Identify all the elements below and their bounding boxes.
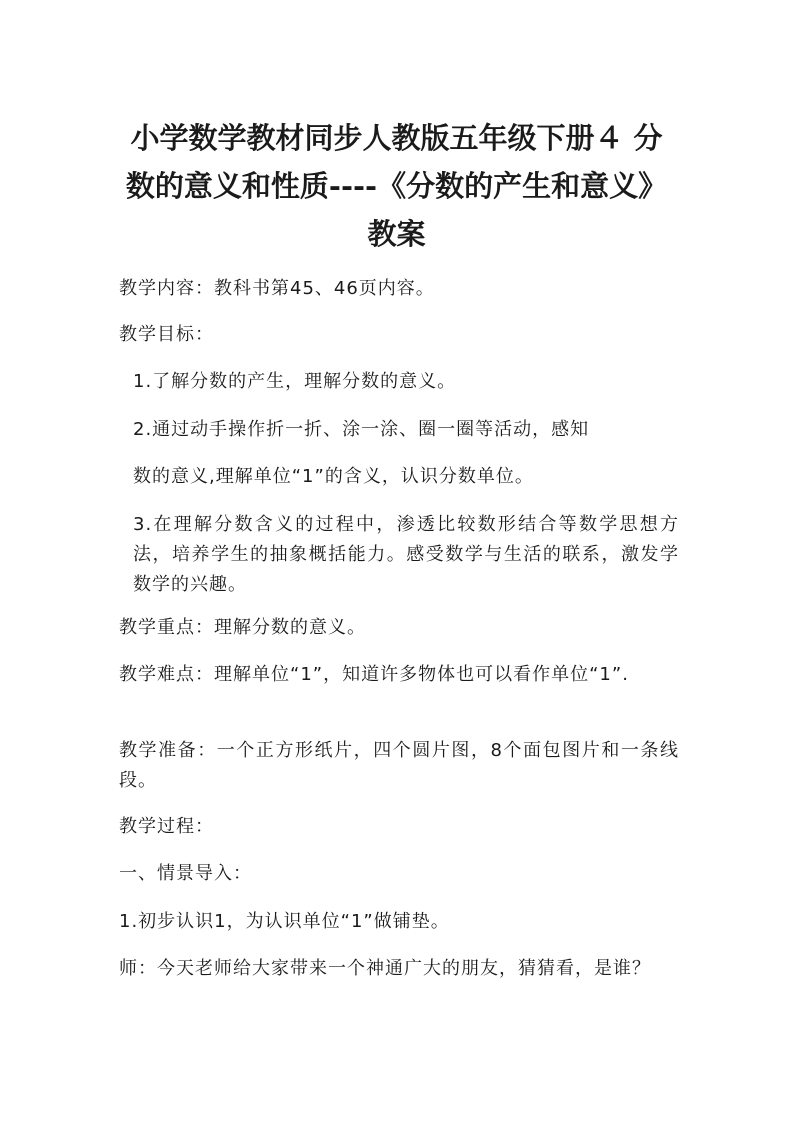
objective-2: 2.通过动手操作折一折、涂一涂、圈一圈等活动，感知	[133, 419, 590, 440]
title-line-2: 数的意义和性质----《分数的产生和意义》	[125, 169, 668, 203]
teacher-dialogue: 师：今天老师给大家带来一个神通广大的朋友，猜猜看，是谁？	[119, 958, 651, 979]
section-scene-introduction: 一、情景导入：	[119, 863, 252, 884]
step-1: 1.初步认识1，为认识单位“1”做铺垫。	[119, 911, 450, 932]
objective-3: 3.在理解分数含义的过程中，渗透比较数形结合等数学思想方法，培养学生的抽象概括能力。感受数学与生活的联系，激发学数学的兴趣。	[133, 514, 679, 595]
teaching-preparation: 教学准备：一个正方形纸片，四个圆片图，8个面包图片和一条线段。	[119, 740, 679, 791]
teaching-key-point: 教学重点：理解分数的意义。	[119, 617, 366, 638]
title-line-3: 教案	[367, 217, 426, 251]
objective-2-continued: 数的意义,理解单位“1”的含义，认识分数单位。	[133, 466, 534, 487]
teaching-difficulty: 教学难点：理解单位“1”，知道许多物体也可以看作单位“1”.	[119, 664, 629, 685]
title-line-1: 小学数学教材同步人教版五年级下册４ 分	[130, 121, 663, 155]
document-title	[110, 114, 683, 258]
teaching-content: 教学内容：教科书第45、46页内容。	[119, 278, 435, 299]
teaching-objectives-heading: 教学目标：	[119, 324, 214, 345]
objective-1: 1.了解分数的产生，理解分数的意义。	[133, 371, 457, 392]
teaching-process-heading: 教学过程：	[119, 816, 214, 837]
